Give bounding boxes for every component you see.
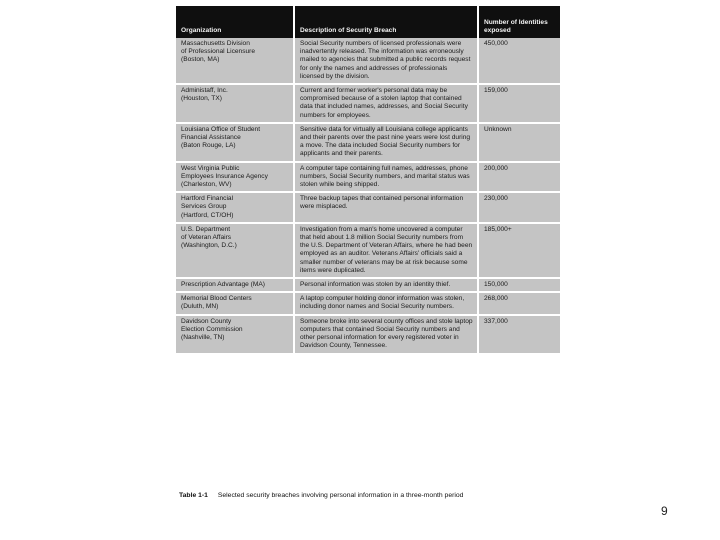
cell-description: Three backup tapes that contained personal information were misplaced. (294, 192, 478, 223)
security-breach-table (176, 6, 560, 355)
table-caption (179, 492, 463, 499)
table-row (176, 162, 560, 193)
cell-organization: Prescription Advantage (MA) (176, 278, 294, 292)
cell-count: 337,000 (478, 315, 560, 354)
table-row (176, 292, 560, 314)
cell-description: Investigation from a man's home uncovered a computer that held about 1.8 million Social Security numbers from the U.S. Department of Veteran Affairs, where he had been employed as an auditor. Veterans Affairs' officials said a smaller number of veterans may be at risk because some items were duplicated. (294, 223, 478, 278)
header-identities-exposed: Number of Identities exposed (478, 6, 560, 38)
cell-organization: Davidson County Election Commission (Nashville, TN) (176, 315, 294, 354)
cell-organization: West Virginia Public Employees Insurance Agency (Charleston, WV) (176, 162, 294, 193)
table-row (176, 38, 560, 84)
cell-count: 268,000 (478, 292, 560, 314)
table-row (176, 223, 560, 278)
cell-description: Someone broke into several county offices and stole laptop computers that contained Social Security numbers and other personal information for every registered voter in Davidson County, Tennessee. (294, 315, 478, 354)
cell-description: A computer tape containing full names, addresses, phone numbers, Social Security numbers, and marital status was stolen while being shipped. (294, 162, 478, 193)
table-row (176, 278, 560, 292)
table-row (176, 84, 560, 123)
cell-organization: Memorial Blood Centers (Duluth, MN) (176, 292, 294, 314)
page-number: 9 (661, 504, 668, 518)
cell-description: Current and former worker's personal data may be compromised because of a stolen laptop that contained data that included names, addresses, and Social Security numbers for employees. (294, 84, 478, 123)
cell-count: 200,000 (478, 162, 560, 193)
cell-count: 230,000 (478, 192, 560, 223)
cell-count: Unknown (478, 123, 560, 162)
table-row (176, 192, 560, 223)
cell-organization: Massachusetts Division of Professional Licensure (Boston, MA) (176, 38, 294, 84)
cell-organization: Louisiana Office of Student Financial Assistance (Baton Rouge, LA) (176, 123, 294, 162)
cell-organization: U.S. Department of Veteran Affairs (Washington, D.C.) (176, 223, 294, 278)
table-body (176, 38, 560, 354)
cell-organization: Administaff, Inc. (Houston, TX) (176, 84, 294, 123)
table-header (176, 6, 560, 38)
cell-count: 450,000 (478, 38, 560, 84)
cell-description: Sensitive data for virtually all Louisiana college applicants and their parents over the past nine years were lost during a move. The data included Social Security numbers for applicants and their parents. (294, 123, 478, 162)
cell-description: Social Security numbers of licensed professionals were inadvertently released. The information was erroneously mailed to agencies that submitted a public records request for only the names and addresses of professionals licensed by the division. (294, 38, 478, 84)
caption-label: Table 1-1 (179, 492, 208, 499)
table-row (176, 123, 560, 162)
cell-description: A laptop computer holding donor information was stolen, including donor names and Social Security numbers. (294, 292, 478, 314)
cell-count: 185,000+ (478, 223, 560, 278)
header-organization: Organization (176, 6, 294, 38)
table-row (176, 315, 560, 354)
cell-description: Personal information was stolen by an identity thief. (294, 278, 478, 292)
cell-organization: Hartford Financial Services Group (Hartford, CT/OH) (176, 192, 294, 223)
cell-count: 150,000 (478, 278, 560, 292)
cell-count: 159,000 (478, 84, 560, 123)
header-row (176, 6, 560, 38)
caption-text: Selected security breaches involving personal information in a three-month period (217, 492, 464, 499)
header-description: Description of Security Breach (294, 6, 478, 38)
